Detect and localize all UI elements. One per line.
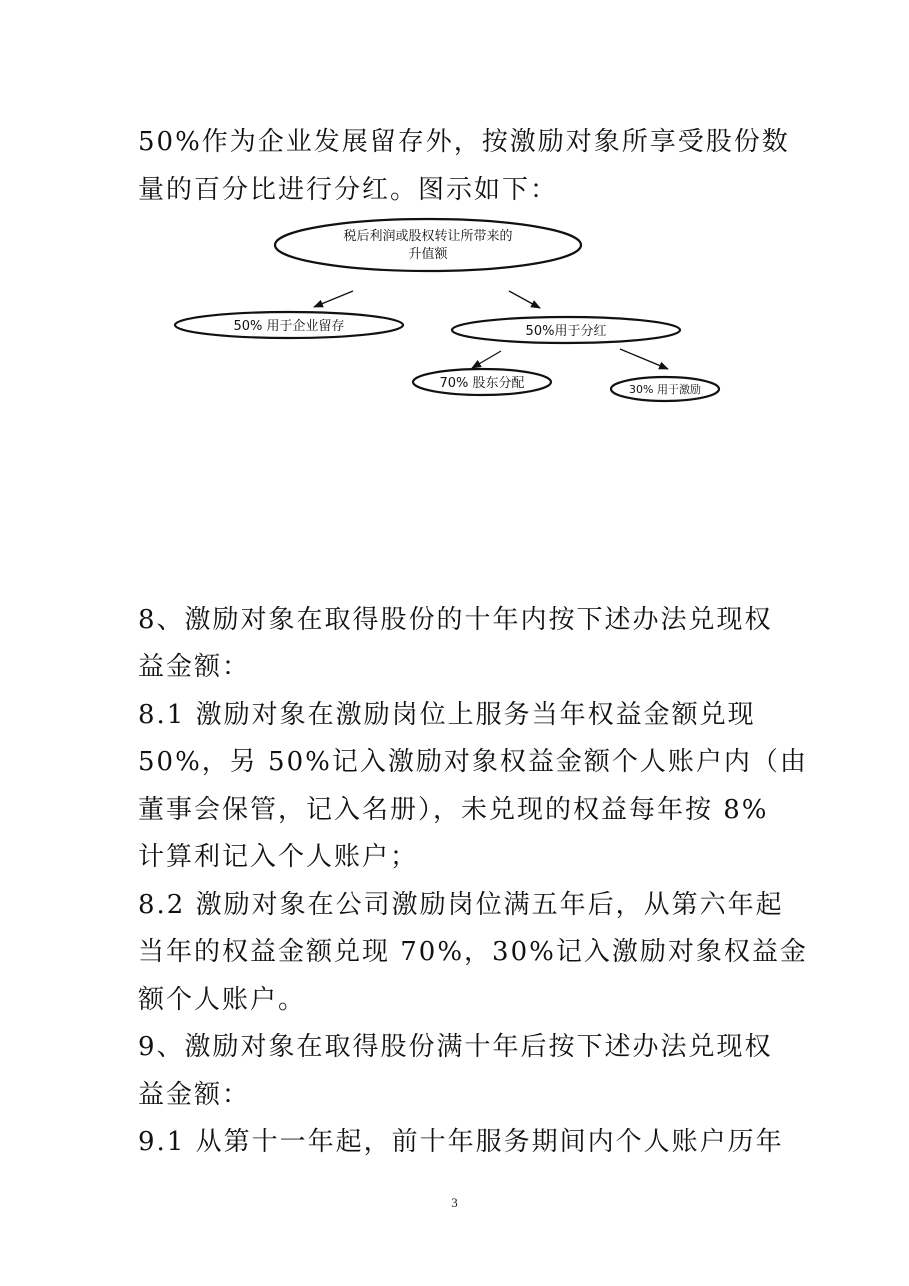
retained-node-label: 50% 用于企业留存 — [233, 319, 345, 334]
arrow-root-to-right — [509, 291, 540, 308]
body-line-4: 50%，另 50%记入激励对象权益金额个人账户内（由 — [138, 747, 808, 777]
shareholders-node — [413, 369, 551, 395]
intro-line-2: 量的百分比进行分红。图示如下： — [138, 175, 559, 205]
body-line-1: 8、激励对象在取得股份的十年内按下述办法兑现权 — [138, 605, 773, 635]
profit-distribution-diagram — [0, 0, 909, 420]
body-line-5: 董事会保管，记入名册），未兑现的权益每年按 8% — [138, 795, 769, 825]
arrow-dividend-to-incentive — [620, 349, 668, 369]
root-node-label-line1: 税后利润或股权转让所带来的 — [343, 229, 513, 244]
dividend-node-label: 50%用于分红 — [525, 324, 607, 339]
body-line-3: 8.1 激励对象在激励岗位上服务当年权益金额兑现 — [138, 700, 756, 730]
body-line-2: 益金额： — [138, 652, 251, 682]
arrow-root-to-left — [314, 291, 353, 307]
body-line-10: 9、激励对象在取得股份满十年后按下述办法兑现权 — [138, 1032, 773, 1062]
incentive-node-label: 30% 用于激励 — [629, 383, 701, 396]
incentive-node — [611, 377, 719, 401]
dividend-node — [452, 317, 680, 343]
shareholders-node-label: 70% 股东分配 — [439, 376, 525, 391]
body-line-6: 计算利记入个人账户； — [138, 842, 419, 872]
retained-node — [175, 312, 403, 338]
root-node-label-line2: 升值额 — [408, 247, 448, 262]
body-line-12: 9.1 从第十一年起，前十年服务期间内个人账户历年 — [138, 1127, 784, 1157]
intro-line-1: 50%作为企业发展留存外，按激励对象所享受股份数 — [138, 127, 790, 157]
root-node — [275, 219, 581, 271]
body-line-11: 益金额： — [138, 1080, 251, 1110]
body-line-8: 当年的权益金额兑现 70%，30%记入激励对象权益金 — [138, 937, 808, 967]
arrow-dividend-to-shareholders — [472, 351, 501, 368]
body-line-9: 额个人账户。 — [138, 985, 307, 1015]
page-number: 3 — [451, 1195, 458, 1210]
body-line-7: 8.2 激励对象在公司激励岗位满五年后，从第六年起 — [138, 890, 784, 920]
